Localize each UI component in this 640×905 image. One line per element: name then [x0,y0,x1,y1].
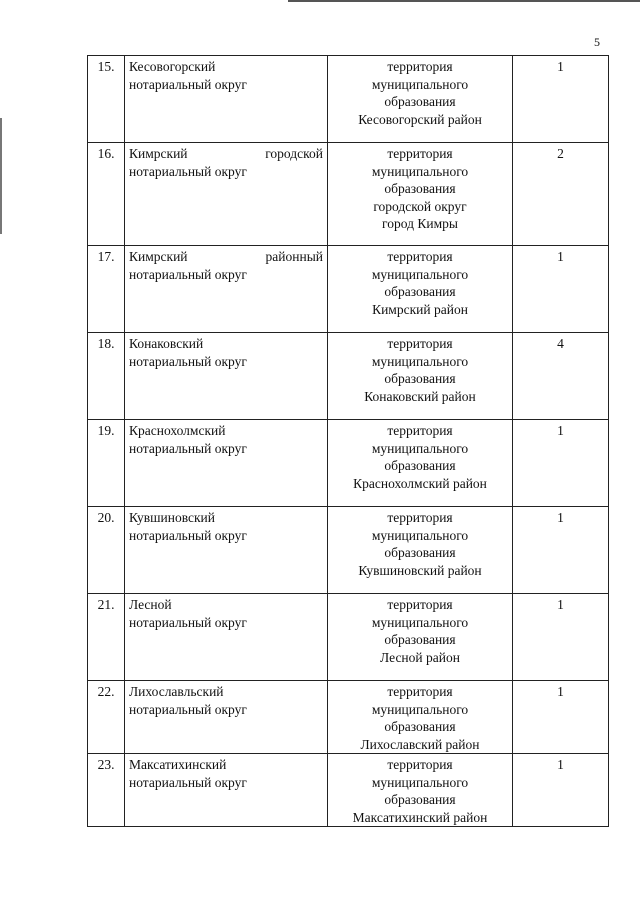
district-name-word: Кимрский [129,146,188,161]
notary-count: 2 [513,143,609,246]
territory-description [328,594,513,681]
district-name-line1 [129,422,323,440]
row-number: 16. [88,143,125,246]
territory-line: муниципального [371,353,469,369]
row-number: 20. [88,507,125,594]
table-row [88,594,609,681]
district-name-line1 [129,756,323,774]
district-name-word: Лихославльский [129,684,224,699]
territory-line: территория [387,336,453,351]
territory-line: образования [384,94,456,109]
district-name [125,507,328,594]
table-row [88,420,609,507]
district-name [125,143,328,246]
territory-line: Лесной район [380,649,460,665]
territory-description [328,143,513,246]
territory-line: образования [384,719,456,734]
notary-districts-table [87,55,609,827]
scan-edge-mark [0,118,2,234]
scan-edge-mark [288,0,640,2]
territory-line: территория [387,510,453,525]
territory-line: образования [384,632,456,647]
district-name [125,681,328,754]
district-name-line1 [129,683,323,701]
territory-line: Максатихинский район [352,809,488,825]
district-name-line2: нотариальный округ [129,527,247,543]
territory-line: муниципального [371,701,469,717]
district-name-line1 [129,145,323,163]
district-name [125,594,328,681]
territory-description [328,507,513,594]
territory-line: образования [384,181,456,196]
table-row [88,754,609,827]
row-number: 19. [88,420,125,507]
district-name-line2: нотариальный округ [129,614,247,630]
district-name [125,333,328,420]
territory-line: образования [384,458,456,473]
territory-line: территория [387,597,453,612]
table-row [88,507,609,594]
district-name-line1 [129,509,323,527]
territory-line: муниципального [371,774,469,790]
territory-line: муниципального [371,163,469,179]
district-name-line2: нотариальный округ [129,701,247,717]
row-number: 22. [88,681,125,754]
district-name [125,246,328,333]
territory-line: Конаковский район [364,388,476,404]
territory-line: Кувшиновский район [358,562,482,578]
notary-count: 1 [513,594,609,681]
territory-line: Краснохолмский район [353,475,487,491]
notary-count: 4 [513,333,609,420]
district-name-word: Лесной [129,597,172,612]
notary-count: 1 [513,246,609,333]
territory-line: территория [387,146,453,161]
table-row [88,56,609,143]
district-name-line1 [129,335,323,353]
row-number: 17. [88,246,125,333]
district-name [125,56,328,143]
district-name-line2: нотариальный округ [129,163,247,179]
district-name-word: Максатихинский [129,757,227,772]
row-number: 21. [88,594,125,681]
territory-description [328,681,513,754]
district-name-line1 [129,58,323,76]
territory-line: территория [387,757,453,772]
territory-line: территория [387,684,453,699]
row-number: 23. [88,754,125,827]
district-name-word: Конаковский [129,336,204,351]
district-name-word: районный [265,249,323,264]
notary-count: 1 [513,56,609,143]
table-row [88,333,609,420]
district-name [125,420,328,507]
district-name-word: Кувшиновский [129,510,216,525]
district-name-line2: нотариальный округ [129,353,247,369]
table-body [88,56,609,827]
territory-line: муниципального [371,614,469,630]
page-number: 5 [594,35,600,49]
notary-count: 1 [513,681,609,754]
territory-line: образования [384,792,456,807]
territory-line: территория [387,423,453,438]
territory-line: Кимрский район [372,301,468,317]
territory-line: образования [384,284,456,299]
territory-line: город Кимры [382,216,458,231]
territory-description [328,246,513,333]
territory-line: территория [387,249,453,264]
notary-count: 1 [513,507,609,594]
district-name-line2: нотариальный округ [129,76,247,92]
territory-line: муниципального [371,76,469,92]
territory-line: муниципального [371,527,469,543]
table-row [88,143,609,246]
row-number: 18. [88,333,125,420]
territory-description [328,56,513,143]
district-name-word: городской [265,146,323,161]
district-name-word: Краснохолмский [129,423,226,438]
table-row [88,246,609,333]
district-name-line2: нотариальный округ [129,774,247,790]
district-name-word: Кесовогорский [129,59,216,74]
territory-description [328,420,513,507]
territory-line: образования [384,545,456,560]
notary-count: 1 [513,754,609,827]
territory-line: Лихославский район [360,736,480,752]
territory-line: территория [387,59,453,74]
territory-description [328,333,513,420]
district-name-word: Кимрский [129,249,188,264]
territory-line: городской округ [373,198,467,214]
territory-line: образования [384,371,456,386]
territory-line: муниципального [371,266,469,282]
district-name-line1 [129,248,323,266]
table-row [88,681,609,754]
row-number: 15. [88,56,125,143]
notary-count: 1 [513,420,609,507]
territory-description [328,754,513,827]
district-name-line2: нотариальный округ [129,266,247,282]
district-name [125,754,328,827]
district-name-line2: нотариальный округ [129,440,247,456]
territory-line: муниципального [371,440,469,456]
territory-line: Кесовогорский район [358,111,482,127]
district-name-line1 [129,596,323,614]
